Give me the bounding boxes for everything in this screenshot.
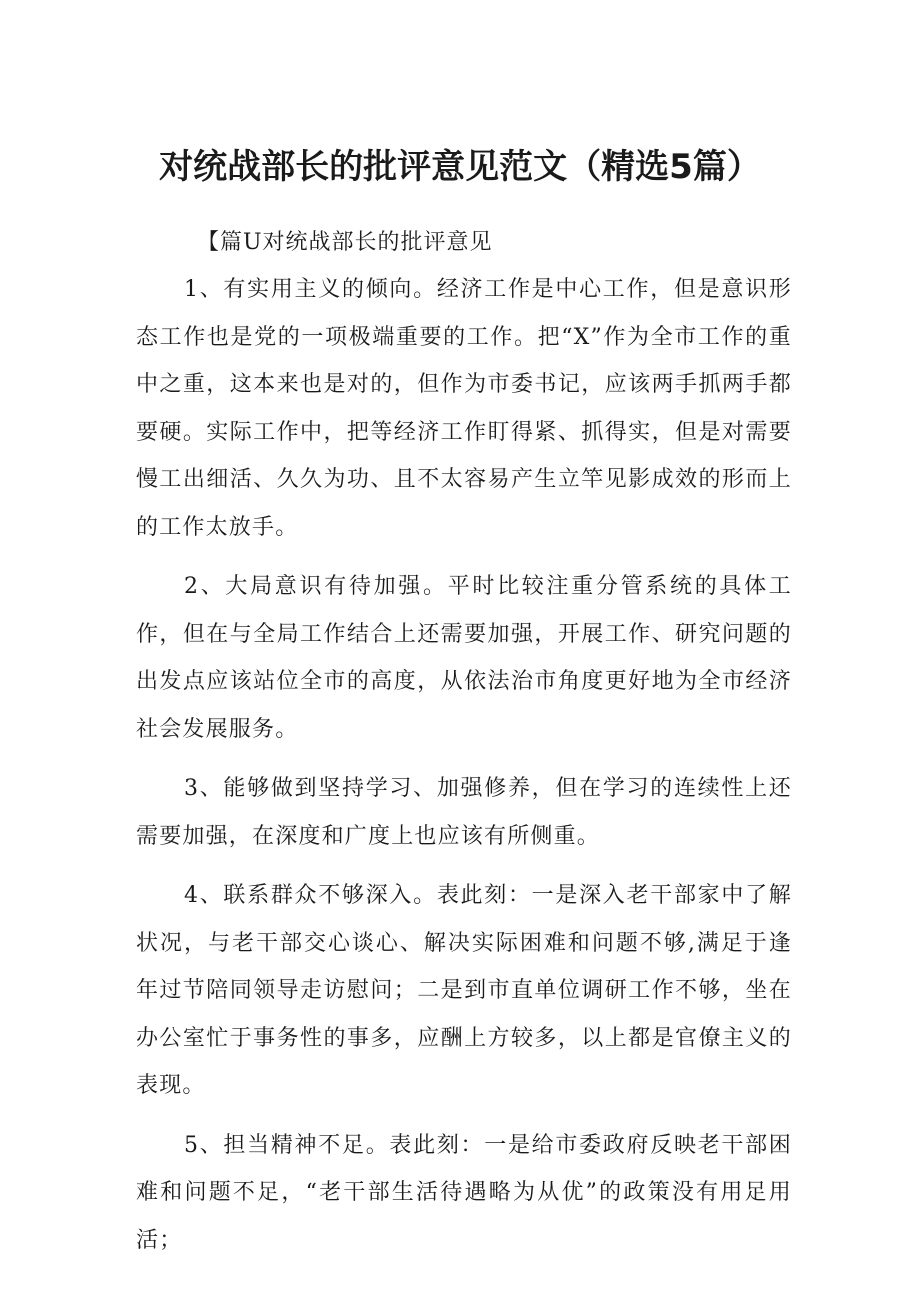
document-body (136, 266, 792, 1276)
paragraph-2: 2、大局意识有待加强。平时比较注重分管系统的具体工作，但在与全局工作结合上还需要加强，开展工作、研究问题的出发点应该站位全市的高度，从依法治市角度更好地为全市经济社会发展服务。 (136, 574, 792, 742)
paragraph-5: 5、担当精神不足。表此刻：一是给市委政府反映老干部困难和问题不足，“老干部生活待遇略为从优”的政策没有用足用活； (136, 1132, 792, 1253)
paragraph-4: 4、联系群众不够深入。表此刻：一是深入老干部家中了解状况，与老干部交心谈心、解决实际困难和问题不够,满足于逢年过节陪同领导走访慰问；二是到市直单位调研工作不够，坐在办公室忙于事务性的事多，应酬上方较多，以上都是官僚主义的表现。 (136, 883, 792, 1098)
section-heading: 【篇U对统战部长的批评意见 (197, 230, 493, 255)
paragraph-1: 1、有实用主义的倾向。经济工作是中心工作，但是意识形态工作也是党的一项极端重要的工作。把“X”作为全市工作的重中之重，这本来也是对的，但作为市委书记，应该两手抓两手都要硬。实际工作中，把等经济工作盯得紧、抓得实，但是对需要慢工出细活、久久为功、且不太容易产生立竿见影成效的形而上的工作太放手。 (136, 277, 792, 540)
document-title: 对统战部长的批评意见范文（精选5篇） (159, 147, 761, 187)
paragraph-3: 3、能够做到坚持学习、加强修养，但在学习的连续性上还需要加强，在深度和广度上也应该有所侧重。 (136, 776, 792, 849)
